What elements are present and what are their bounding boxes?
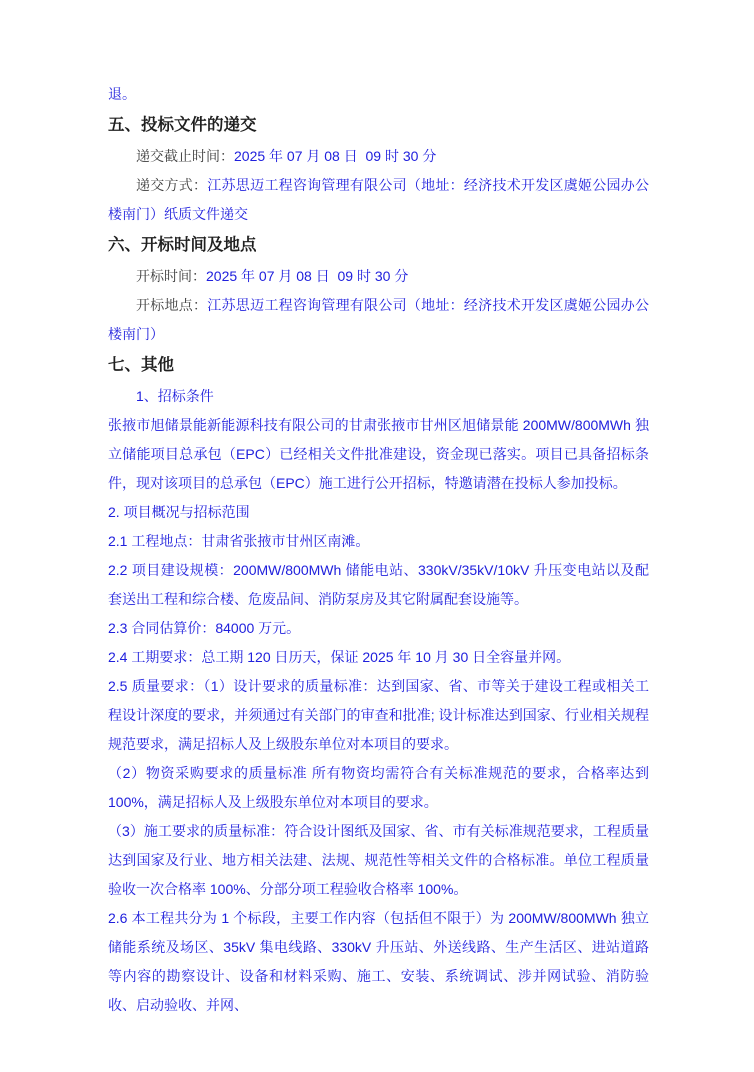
opening-place-line [108, 291, 649, 349]
paragraph-2-6-scope: 2.6 本工程共分为 1 个标段，主要工作内容（包括但不限于）为 200MW/800MWh 独立储能系统及场区、35kV 集电线路、330kV 升压站、外送线路、生产生活区、进站道路等内容的勘察设计、设备和材料采购、施工、安装、系统调试、涉并网试验、消防验收、启动验收、并网、 [108, 910, 649, 1013]
subheading-bid-conditions: 1、招标条件 [136, 388, 214, 404]
opening-time-label: 开标时间： [136, 268, 206, 284]
opening-place-value: 江苏思迈工程咨询管理有限公司（地址：经济技术开发区虞姬公园办公楼南门） [108, 297, 650, 342]
submission-method-value: 江苏思迈工程咨询管理有限公司（地址：经济技术开发区虞姬公园办公楼南门）纸质文件递交 [108, 177, 650, 222]
paragraph-continuation: 退。 [108, 86, 136, 102]
paragraph-2-3-estimate: 2.3 合同估算价：84000 万元。 [108, 620, 301, 636]
submission-method-line [108, 171, 649, 229]
opening-place-label: 开标地点： [136, 297, 208, 313]
submission-deadline-value: 2025 年 07 月 08 日 09 时 30 分 [234, 148, 437, 164]
submission-deadline-label: 递交截止时间： [136, 148, 234, 164]
section-heading-6-bid-opening: 六、开标时间及地点 [108, 236, 257, 254]
submission-deadline-line [108, 142, 649, 171]
section-heading-7-others: 七、其他 [108, 356, 174, 374]
paragraph-2-5-quality-design: 2.5 质量要求：（1）设计要求的质量标准：达到国家、省、市等关于建设工程或相关工程设计深度的要求，并须通过有关部门的审查和批准; 设计标准达到国家、行业相关规程规范要求，满足招标人及上级股东单位对本项目的要求。 [108, 678, 649, 752]
paragraph-bid-conditions: 张掖市旭储景能新能源科技有限公司的甘肃张掖市甘州区旭储景能 200MW/800MWh 独立储能项目总承包（EPC）已经相关文件批准建设，资金现已落实。项目已具备招标条件，现对该项目的总承包（EPC）施工进行公开招标，特邀请潜在投标人参加投标。 [108, 417, 649, 491]
document-text-block [108, 80, 649, 1020]
submission-method-label: 递交方式： [136, 177, 208, 193]
paragraph-2-2-scale: 2.2 项目建设规模：200MW/800MWh 储能电站、330kV/35kV/10kV 升压变电站以及配套送出工程和综合楼、危废品间、消防泵房及其它附属配套设施等。 [108, 562, 649, 607]
paragraph-2-4-schedule: 2.4 工期要求：总工期 120 日历天，保证 2025 年 10 月 30 日全容量并网。 [108, 649, 571, 665]
opening-time-value: 2025 年 07 月 08 日 09 时 30 分 [206, 268, 409, 284]
paragraph-quality-procurement: （2）物资采购要求的质量标准 所有物资均需符合有关标准规范的要求，合格率达到 100%，满足招标人及上级股东单位对本项目的要求。 [108, 765, 649, 810]
paragraph-2-overview-title: 2. 项目概况与招标范围 [108, 504, 250, 520]
section-heading-5-bid-submission: 五、投标文件的递交 [108, 116, 257, 134]
paragraph-quality-construction: （3）施工要求的质量标准：符合设计图纸及国家、省、市有关标准规范要求，工程质量达到国家及行业、地方相关法建、法规、规范性等相关文件的合格标准。单位工程质量验收一次合格率 100%、分部分项工程验收合格率 100%。 [108, 823, 649, 897]
paragraph-2-1-location: 2.1 工程地点：甘肃省张掖市甘州区南滩。 [108, 533, 370, 549]
opening-time-line [108, 262, 649, 291]
